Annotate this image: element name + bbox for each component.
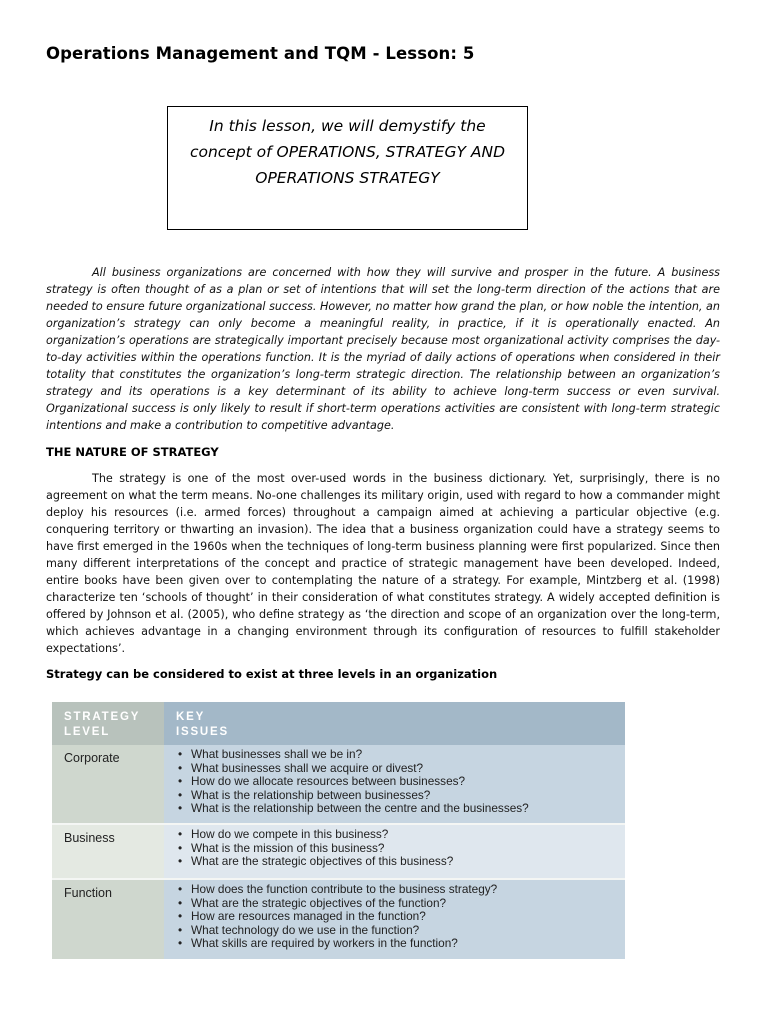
strategy-levels-table: [52, 702, 625, 959]
table-header-key-issues: [164, 702, 625, 745]
issue-item: • How do we compete in this business?: [178, 828, 625, 842]
level-business: Business: [52, 825, 164, 880]
issue-item: • What businesses shall we be in?: [178, 748, 625, 762]
issue-item: • What is the relationship between businesses?: [178, 789, 625, 803]
header-key-label: KEY: [176, 711, 206, 723]
issue-item: • What skills are required by workers in the function?: [178, 937, 625, 951]
header-strategy-label: STRATEGY: [64, 711, 141, 723]
header-issues-label: ISSUES: [176, 726, 229, 738]
issues-corporate: [164, 745, 625, 825]
issue-item: • What is the relationship between the centre and the businesses?: [178, 802, 625, 816]
intro-paragraph: All business organizations are concerned with how they will survive and prosper in the future. A business strategy is often thought of as a plan or set of intentions that will set the long-term direction of the actions that are needed to ensure future organizational success. However, no matter how grand the plan, or how noble the intention, an organization’s strategy can only become a meaningful reality, in practice, if it is operationally enacted. An organization’s operations are strategically important precisely because most organizational activity comprises the day-to-day activities within the operations function. It is the myriad of daily actions of operations when considered in their totality that constitutes the organization’s long-term strategic direction. The relationship between an organization’s strategy and its operations is a key determinant of its ability to achieve long-term success or even survival. Organizational success is only likely to result if short-term operations activities are consistent with long-term strategic intentions and make a contribution to competitive advantage.: [46, 266, 720, 432]
strategy-levels-heading: Strategy can be considered to exist at three levels in an organization: [46, 667, 498, 681]
page-title: Operations Management and TQM - Lesson: 5: [46, 44, 475, 63]
lesson-intro-text: In this lesson, we will demystify the concept of OPERATIONS, STRATEGY AND OPERATIONS STRATEGY: [189, 117, 506, 187]
issue-item: • What is the mission of this business?: [178, 842, 625, 856]
issue-item: • What technology do we use in the function?: [178, 924, 625, 938]
issue-item: • What are the strategic objectives of the function?: [178, 897, 625, 911]
nature-of-strategy-heading: THE NATURE OF STRATEGY: [46, 445, 219, 459]
issue-item: • How do we allocate resources between businesses?: [178, 775, 625, 789]
level-corporate: Corporate: [52, 745, 164, 825]
issue-item: • How are resources managed in the function?: [178, 910, 625, 924]
header-level-label: LEVEL: [64, 726, 111, 738]
table-header-strategy-level: [52, 702, 164, 745]
issue-item: • How does the function contribute to the business strategy?: [178, 883, 625, 897]
nature-of-strategy-paragraph: The strategy is one of the most over-used words in the business dictionary. Yet, surprisingly, there is no agreement on what the term means. No-one challenges its military origin, used with regard to how a commander might deploy his resources (i.e. armed forces) throughout a campaign aimed at achieving a particular objective (e.g. conquering territory or thwarting an invasion). The idea that a business organization could have a strategy seems to have first emerged in the 1960s when the techniques of long-term business planning were first popularized. Since then many different interpretations of the concept and practice of strategic management have been developed. Indeed, entire books have been given over to contemplating the nature of a strategy. For example, Mintzberg et al. (1998) characterize ten ‘schools of thought’ in their consideration of what constitutes strategy. A widely accepted definition is offered by Johnson et al. (2005), who define strategy as ‘the direction and scope of an organization over the long-term, which achieves advantage in a changing environment through its configuration of resources to fulfill stakeholder expectations’.: [46, 472, 720, 655]
issues-function: [164, 880, 625, 959]
issue-item: • What are the strategic objectives of this business?: [178, 855, 625, 869]
issue-item: • What businesses shall we acquire or divest?: [178, 762, 625, 776]
level-function: Function: [52, 880, 164, 959]
lesson-intro-box: [167, 106, 528, 230]
issues-business: [164, 825, 625, 880]
